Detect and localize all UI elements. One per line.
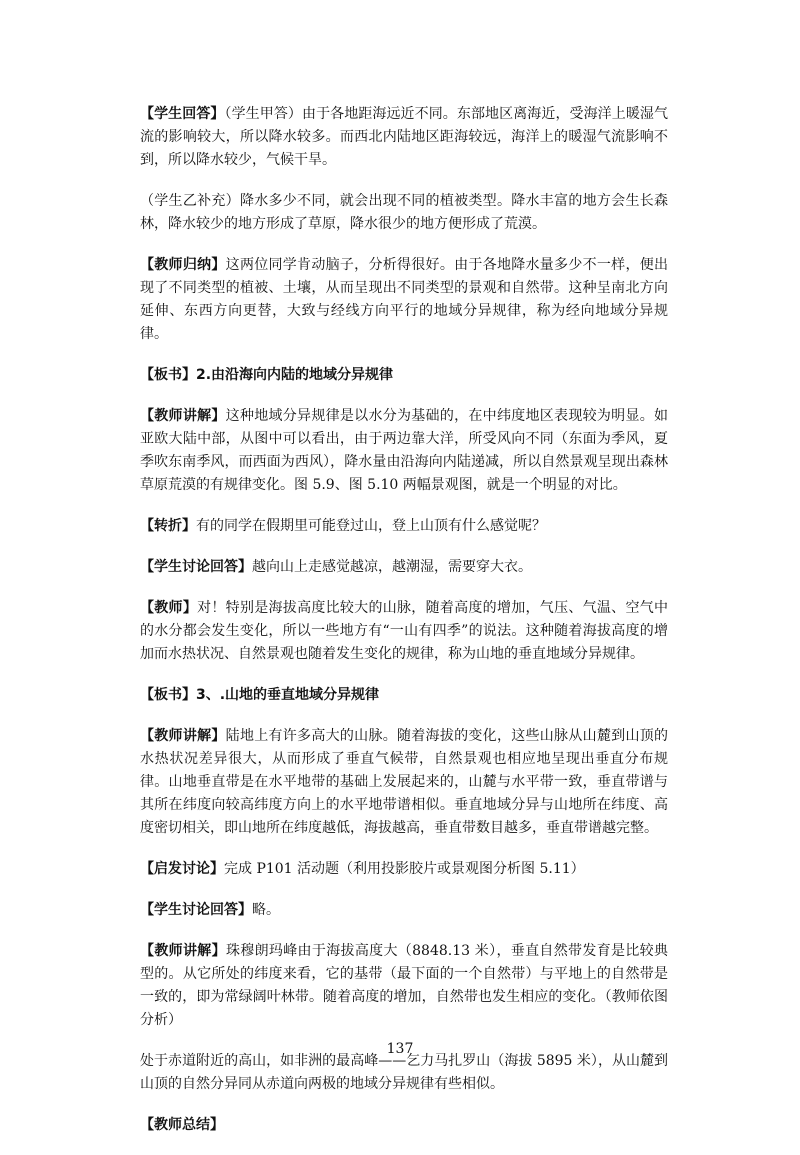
document-body [140,103,668,1155]
paragraph-student-discussion [140,899,668,922]
paragraph-text: （学生甲答）由于各地距海远近不同。东部地区离海近，受海洋上暖湿气流的影响较大，所以降水较多。而西北内陆地区距海较远，海洋上的暖湿气流影响不到，所以降水较少，气候干旱。 [140,106,669,168]
paragraph-text: 完成 P101 活动题（利用投影胶片或景观图分析图 5.11） [224,861,585,877]
label-tag: 【教师讲解】 [140,943,226,959]
paragraph-text: 这两位同学肯动脑子，分析得很好。由于各地降水量多少不一样，便出现了不同类型的植被、土壤，从而呈现出不同类型的景观和自然带。这种呈南北方向延伸、东西方向更替，大致与经线方向平行的地域分异规律，称为经向地域分异规律。 [140,257,669,342]
label-tag: 【启发讨论】 [140,861,224,877]
label-tag: 【教师总结】 [140,1117,224,1133]
paragraph-text: 越向山上走感觉越凉，越潮湿，需要穿大衣。 [252,559,532,575]
label-tag: 【学生讨论回答】 [140,559,252,575]
page-number: 137 [386,1041,414,1057]
paragraph-student-answer [140,103,668,172]
section-heading [140,684,668,707]
paragraph-teacher-explanation [140,940,668,1032]
label-tag: 【板书】 [140,367,196,383]
paragraph-text: 有的同学在假期里可能登过山，登上山顶有什么感觉呢？ [196,518,546,534]
label-tag: 【教师归纳】 [140,257,226,273]
paragraph-text: 珠穆朗玛峰由于海拔高度大（8848.13 米），垂直自然带发育是比较典型的。从它所处的纬度来看，它的基带（最下面的一个自然带）与平地上的自然带是一致的，即为常绿阔叶林带。随着高度的增加，自然带也发生相应的变化。（教师依图分析） [140,943,668,1028]
paragraph-inspire-discussion [140,858,668,881]
paragraph-transition [140,515,668,538]
paragraph-text: 略。 [252,902,280,918]
section-title: 3、.山地的垂直地域分异规律 [196,687,380,703]
label-tag: 【学生讨论回答】 [140,902,252,918]
paragraph-student-supplement [140,190,668,236]
section-heading [140,364,668,387]
paragraph-teacher-conclusion [140,1114,668,1137]
label-tag: 【教师】 [140,600,198,616]
paragraph-text: 这种地域分异规律是以水分为基础的，在中纬度地区表现较为明显。如亚欧大陆中部，从图中可以看出，由于两边靠大洋，所受风向不同（东面为季风，夏季吹东南季风，而西面为西风），降水量由沿海向内陆递减，所以自然景观呈现出森林草原荒漠的有规律变化。图 5.9、图 5.10 两幅景观图，就是一个明显的对比。 [140,408,669,493]
paragraph-text: （学生乙补充）降水多少不同，就会出现不同的植被类型。降水丰富的地方会生长森林，降水较少的地方形成了草原，降水很少的地方便形成了荒漠。 [140,193,668,232]
label-tag: 【教师讲解】 [140,728,226,744]
paragraph-teacher-summary [140,254,668,346]
paragraph-teacher [140,597,668,666]
label-tag: 【转折】 [140,518,196,534]
paragraph-teacher-explanation [140,405,668,497]
paragraph-student-discussion [140,556,668,579]
paragraph-text: 对！特别是海拔高度比较大的山脉，随着高度的增加，气压、气温、空气中的水分都会发生变化，所以一些地方有“一山有四季”的说法。这种随着海拔高度的增加而水热状况、自然景观也随着发生变化的规律，称为山地的垂直地域分异规律。 [140,600,669,662]
label-tag: 【板书】 [140,687,196,703]
label-tag: 【学生回答】 [140,106,225,122]
paragraph-text: 陆地上有许多高大的山脉。随着海拔的变化，这些山脉从山麓到山顶的水热状况差异很大，从而形成了垂直气候带，自然景观也相应地呈现出垂直分布规律。山地垂直带是在水平地带的基础上发展起来的，山麓与水平带一致，垂直带谱与其所在纬度向较高纬度方向上的水平地带谱相似。垂直地域分异与山地所在纬度、高度密切相关，即山地所在纬度越低，海拔越高，垂直带数目越多，垂直带谱越完整。 [140,728,669,836]
label-tag: 【教师讲解】 [140,408,226,424]
paragraph-teacher-explanation [140,725,668,840]
paragraph-text: 处于赤道附近的高山，如非洲的最高峰——乞力马扎罗山（海拔 5895 米），从山麓到山顶的自然分异同从赤道向两极的地域分异规律有些相似。 [140,1053,668,1092]
section-title: 2.由沿海向内陆的地域分异规律 [196,367,394,383]
